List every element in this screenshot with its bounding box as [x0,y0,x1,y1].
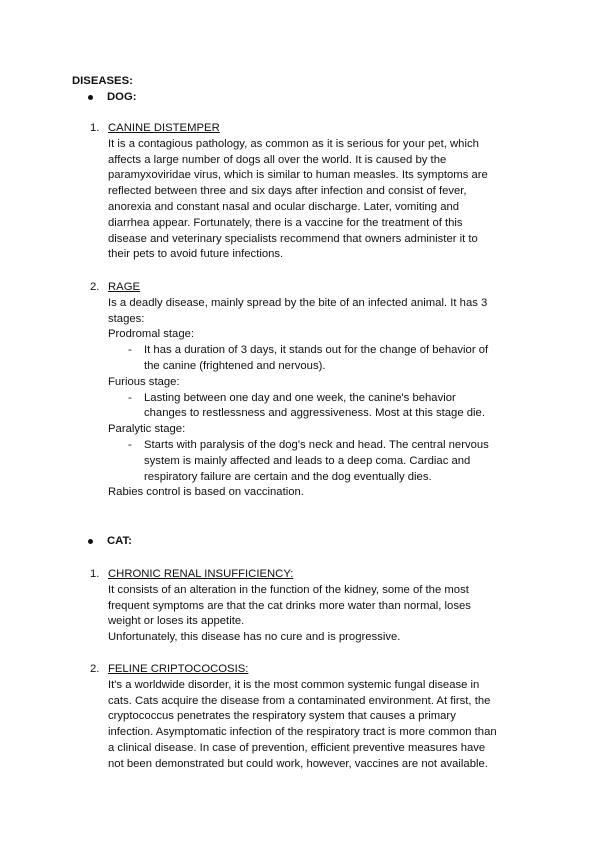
text-line: disease and veterinary specialists recommend that owners administer it to [108,232,478,245]
text-line: infection. Asymptomatic infection of the respiratory tract is more common than [108,726,497,739]
text-line: affects a large number of dogs all over the world. It is caused by the [108,153,447,166]
text-line: paramyxoviridae virus, which is similar to human measles. Its symptoms are [108,169,488,182]
stage-label: Furious stage: [108,375,180,388]
list-number: 2. [90,663,100,675]
text-line: cryptococcus penetrates the respiratory system that causes a primary [108,710,456,723]
text-line: reflected between three and six days after infection and consist of fever, [108,185,467,198]
list-item-chronic-renal [90,567,530,646]
text-line: stages: [108,312,145,325]
text-line: weight or loses its appetite. [108,615,245,628]
text-line: a clinical disease. In case of prevention, efficient preventive measures have [108,741,486,754]
text-line: changes to restlessness and aggressiveness. Most at this stage die. [144,407,485,420]
stage-detail [108,343,530,375]
section-dog-label: DOG: [107,91,137,103]
dash-marker: - [128,391,132,404]
text-line: frequent symptoms are that the cat drinks more water than normal, loses [108,599,471,612]
list-number: 1. [90,122,100,134]
text-line: Rabies control is based on vaccination. [108,486,304,499]
stage-detail [108,391,530,423]
text-line: respiratory failure are certain and the dog eventually dies. [144,470,432,483]
disease-heading: CHRONIC RENAL INSUFFICIENCY: [108,568,294,580]
dash-marker: - [128,438,132,451]
section-dog-heading [88,90,137,106]
text-line: Is a deadly disease, mainly spread by the bite of an infected animal. It has 3 [108,296,488,309]
text-line: not been demonstrated but could work, however, vaccines are not available. [108,757,488,770]
bullet-icon [88,95,93,100]
text-line: Lasting between one day and one week, the canine's behavior [144,391,456,404]
text-line: Starts with paralysis of the dog's neck and head. The central nervous [144,438,489,451]
list-item-feline-criptococosis [90,662,530,773]
text-line: their pets to avoid future infections. [108,248,284,261]
bullet-icon [88,539,93,544]
text-line: cats. Cats acquire the disease from a contaminated environment. At first, the [108,694,491,707]
list-item-rage [90,280,530,501]
text-line: anorexia and constant nasal and ocular discharge. Later, vomiting and [108,200,460,213]
section-cat-heading [88,534,132,550]
list-item-canine-distemper [90,121,530,263]
page-title: DISEASES: [72,75,133,87]
stage-label: Prodromal stage: [108,328,195,341]
section-cat-label: CAT: [107,535,132,547]
list-number: 1. [90,568,100,580]
disease-heading: CANINE DISTEMPER [108,122,220,134]
stage-label: Paralytic stage: [108,423,186,436]
disease-heading: RAGE [108,281,141,293]
text-line: It consists of an alteration in the function of the kidney, some of the most [108,583,469,596]
text-line: system is mainly affected and leads to a deep coma. Cardiac and [144,454,471,467]
text-line: diarrhea appear. Fortunately, there is a vaccine for the treatment of this [108,216,463,229]
text-line: It has a duration of 3 days, it stands out for the change of behavior of [144,344,489,357]
text-line: It is a contagious pathology, as common as it is serious for your pet, which [108,137,479,150]
list-number: 2. [90,281,100,293]
text-line: Unfortunately, this disease has no cure and is progressive. [108,631,401,644]
stage-detail [108,438,530,485]
text-line: the canine (frightened and nervous). [144,359,326,372]
disease-heading: FELINE CRIPTOCOCOSIS: [108,663,249,675]
text-line: It's a worldwide disorder, it is the most common systemic fungal disease in [108,678,480,691]
dash-marker: - [128,344,132,357]
